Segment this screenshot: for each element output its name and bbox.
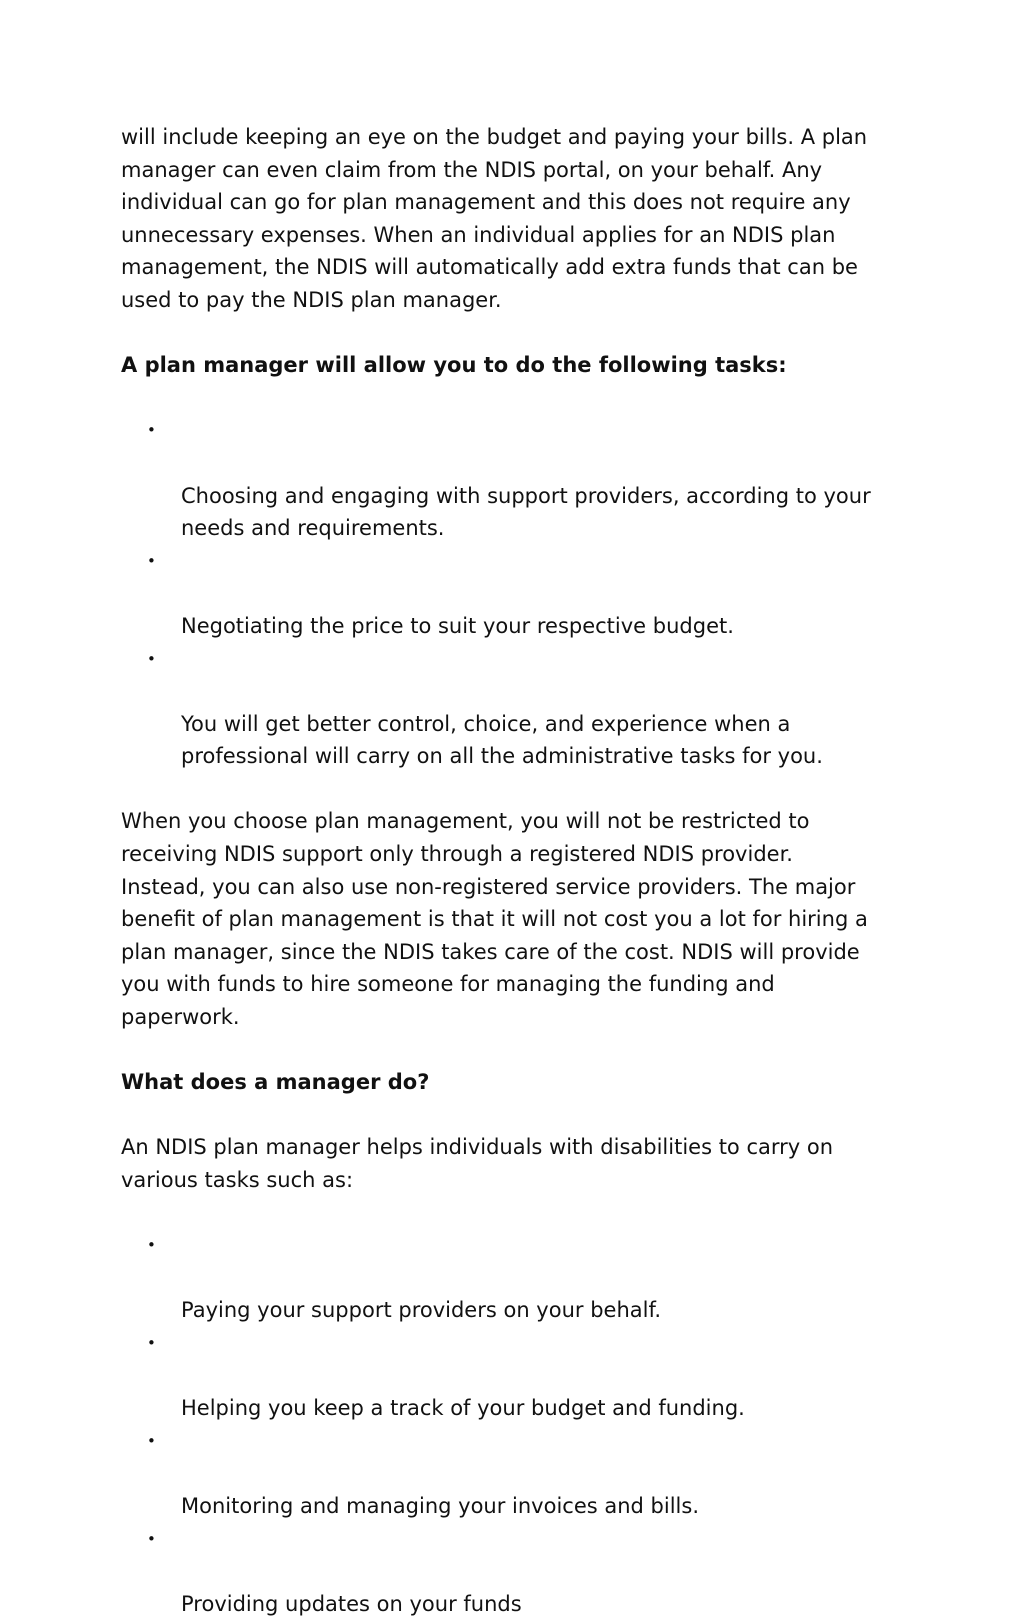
plan-management-paragraph: When you choose plan management, you will not be restricted to receiving NDIS support only through a registered NDIS provider. Instead, you can also use non-registered service providers. The major benefit of plan management is that it will not cost you a lot for hiring a plan manager, since the NDIS takes care of the cost. NDIS will provide you with funds to hire someone for managing the funding and paperwork. [121, 809, 868, 1030]
list-item [121, 643, 911, 773]
manager-intro-paragraph: An NDIS plan manager helps individuals with disabilities to carry on various tasks such as: [121, 1135, 834, 1192]
manager-list [121, 1229, 911, 1620]
list-item-text: Helping you keep a track of your budget and funding. [181, 1396, 745, 1421]
list-item-text: Choosing and engaging with support providers, according to your needs and requirements. [181, 483, 871, 541]
list-item [121, 1523, 911, 1620]
bullet-icon: • [147, 649, 156, 668]
document-page [121, 121, 911, 1620]
list-item [121, 1425, 911, 1523]
bullet-icon: • [147, 1333, 156, 1352]
list-item-text: Paying your support providers on your behalf. [181, 1298, 662, 1323]
tasks-list [121, 414, 911, 773]
list-item [121, 1327, 911, 1425]
manager-heading: What does a manager do? [121, 1070, 430, 1095]
list-item-text: Providing updates on your funds [181, 1591, 522, 1616]
bullet-icon: • [147, 551, 156, 570]
list-item [121, 1229, 911, 1327]
intro-paragraph: will include keeping an eye on the budget and paying your bills. A plan manager can even claim from the NDIS portal, on your behalf. Any individual can go for plan management and this does not require any unnecessary expenses. When an individual applies for an NDIS plan management, the NDIS will automatically add extra funds that can be used to pay the NDIS plan manager. [121, 125, 868, 312]
bullet-icon: • [147, 1236, 156, 1255]
list-item-text: Negotiating the price to suit your respective budget. [181, 613, 734, 638]
bullet-icon: • [147, 1431, 156, 1450]
bullet-icon: • [147, 1529, 156, 1548]
list-item [121, 545, 911, 643]
bullet-icon: • [147, 421, 156, 440]
list-item-text: You will get better control, choice, and experience when a professional will carry on all the administrative tasks for you. [181, 711, 823, 769]
tasks-heading: A plan manager will allow you to do the following tasks: [121, 353, 787, 378]
list-item [121, 414, 911, 544]
list-item-text: Monitoring and managing your invoices and bills. [181, 1493, 700, 1518]
